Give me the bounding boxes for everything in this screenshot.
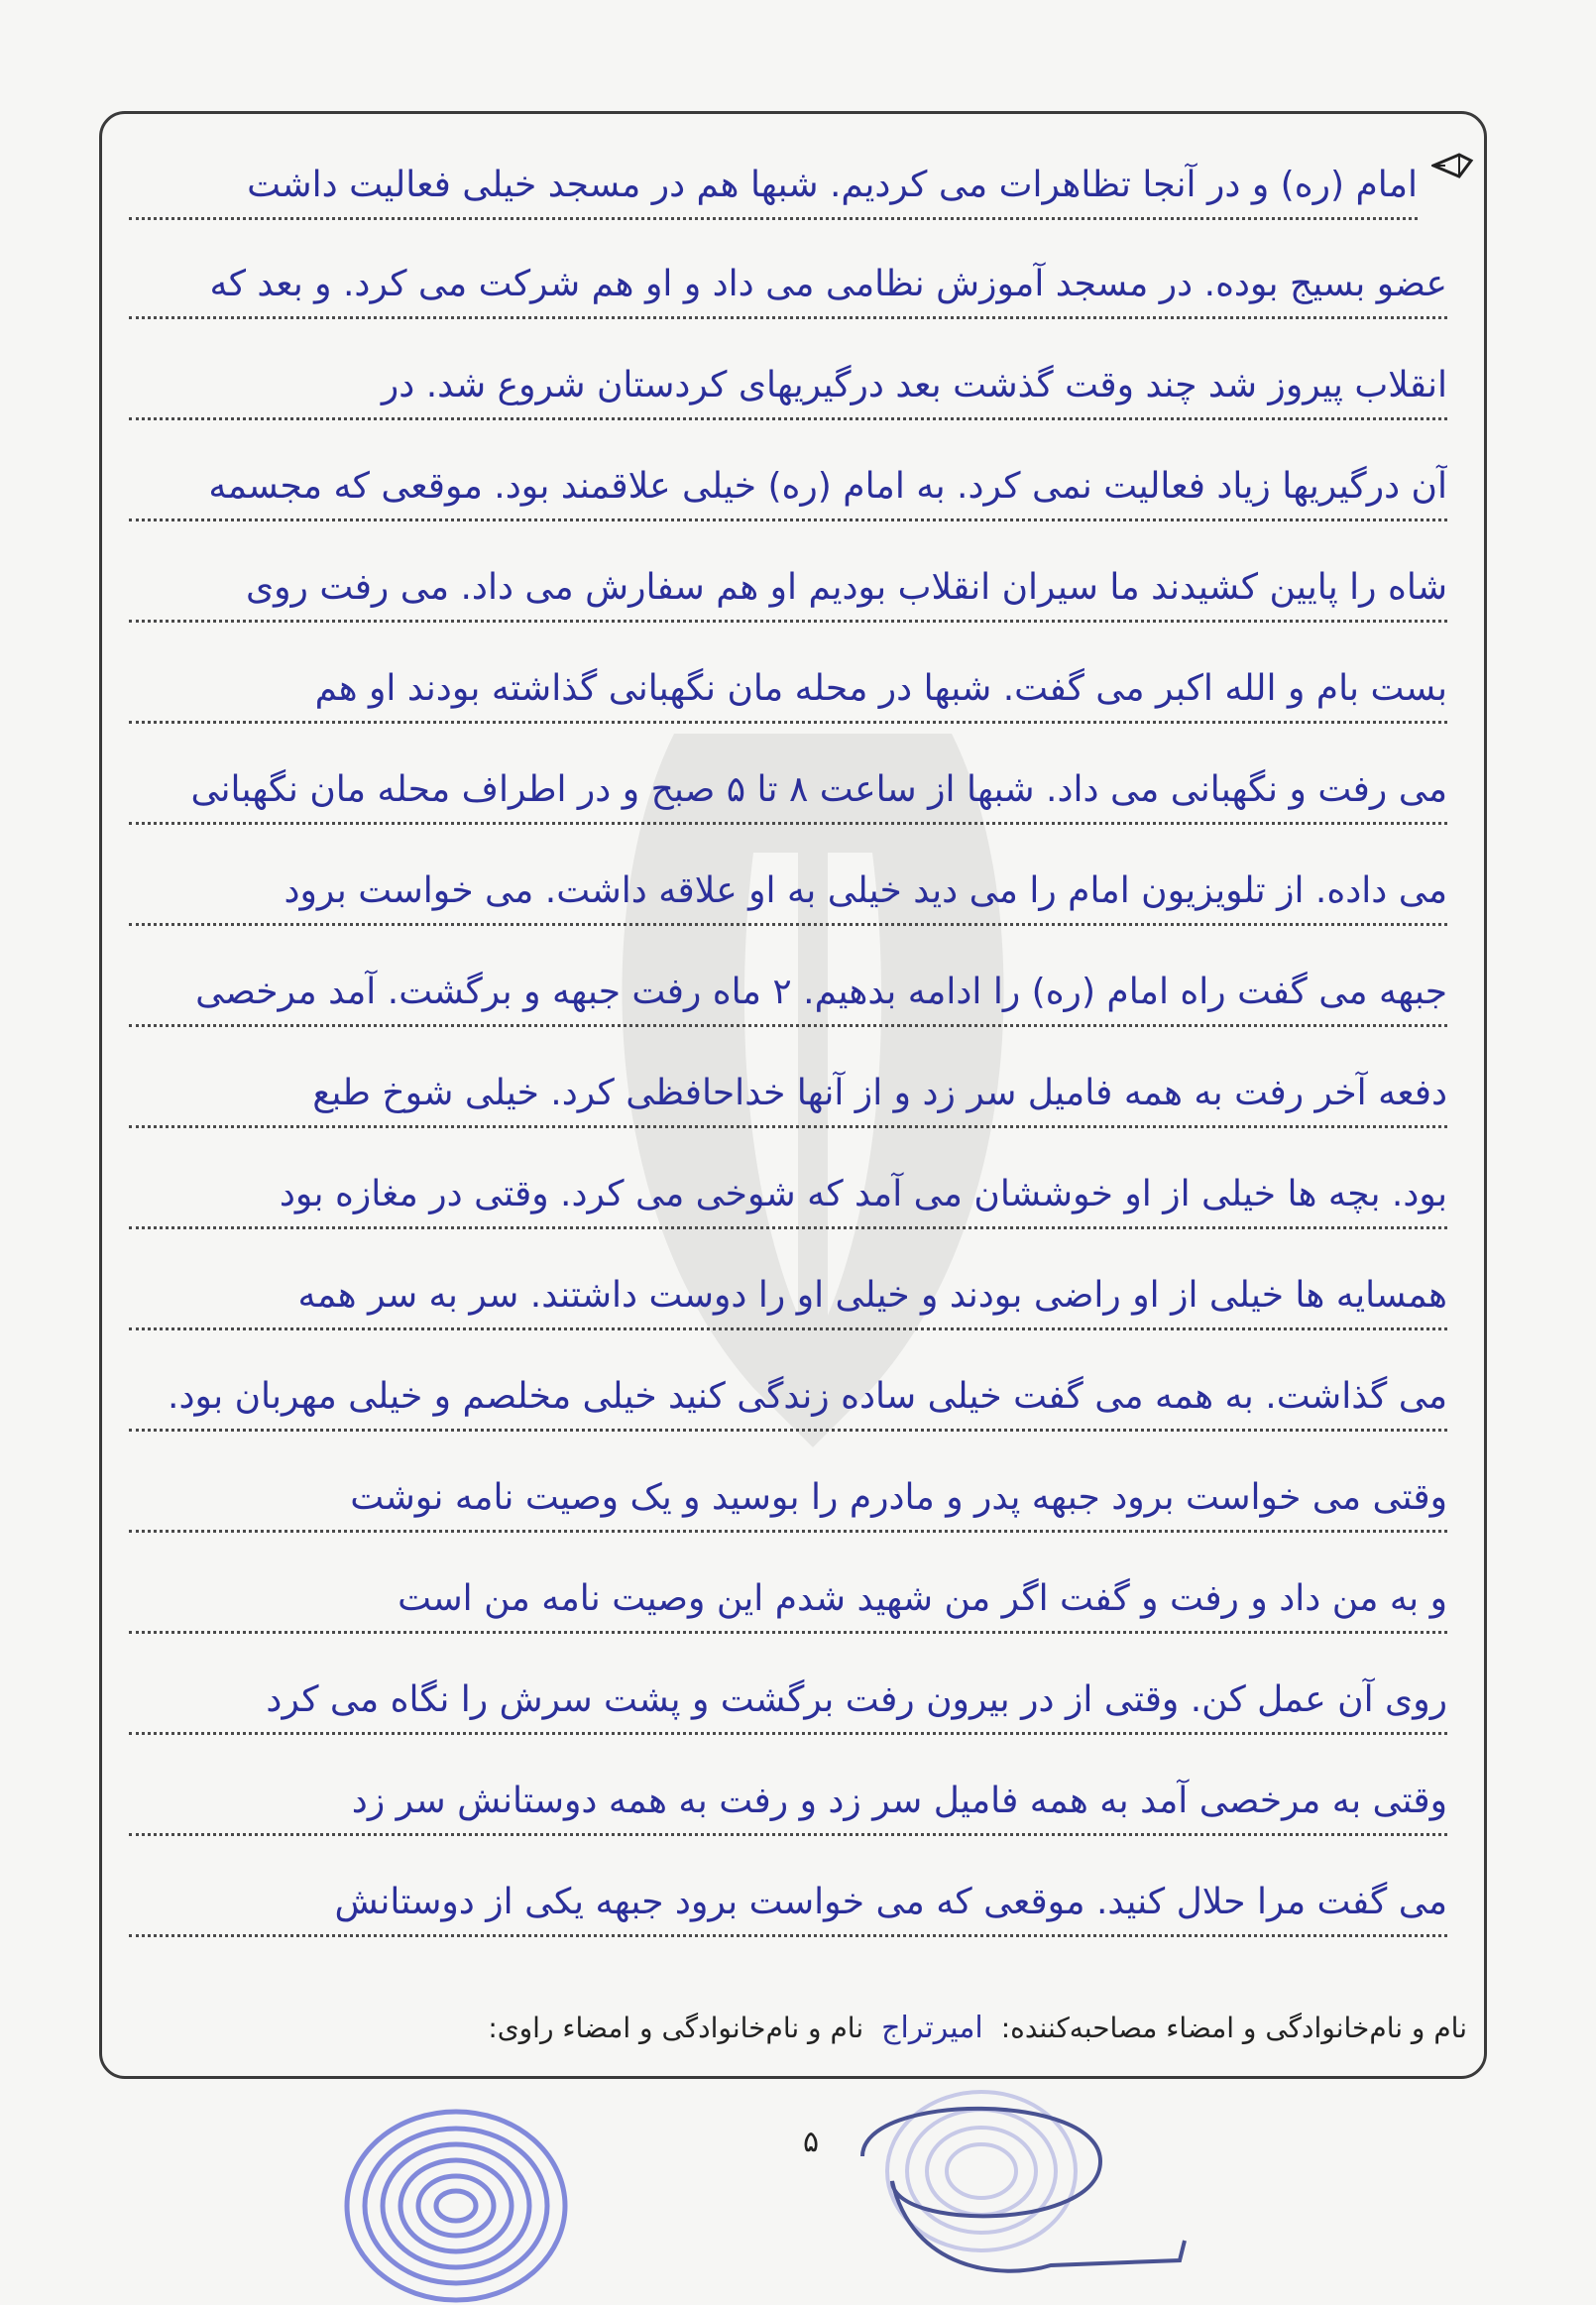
line-text: وقتی می خواست برود جبهه پدر و مادرم را بوسید و یک وصیت نامه نوشت: [350, 1477, 1447, 1518]
text-line: [129, 329, 1447, 420]
line-text: بست بام و الله اکبر می گفت. شبها در محله مان نگهبانی گذاشته بودند او هم: [314, 668, 1447, 709]
text-line: [129, 430, 1447, 521]
narrator-label: نام و نام‌خانوادگی و امضاء راوی:: [488, 2011, 864, 2044]
text-line: [129, 1745, 1447, 1836]
text-line: [129, 835, 1447, 926]
text-line: [129, 1340, 1447, 1432]
line-text: می گذاشت. به همه می گفت خیلی ساده زندگی کنید خیلی مخلصم و خیلی مهربان بود.: [168, 1376, 1447, 1417]
line-text: وقتی به مرخصی آمد به همه فامیل سر زد و رفت به همه دوستانش سر زد: [351, 1781, 1447, 1821]
fingerprint-right: [853, 2082, 1249, 2305]
text-line: [129, 1138, 1447, 1229]
text-line: [129, 1037, 1447, 1128]
line-text: روی آن عمل کن. وقتی از در بیرون رفت برگشت و پشت سرش را نگاه می کرد: [266, 1679, 1447, 1720]
line-text: آن درگیریها زیاد فعالیت نمی کرد. به امام (ره) خیلی علاقمند بود. موقعی که مجسمه: [208, 466, 1447, 507]
line-text: و به من داد و رفت و گفت اگر من شهید شدم این وصیت نامه من است: [398, 1578, 1447, 1619]
handwritten-text-block: [99, 111, 1487, 2079]
text-line: [129, 531, 1447, 623]
text-line: [129, 1441, 1447, 1533]
interviewer-name: امیرتراج: [881, 2010, 983, 2045]
fingerprint-left: [327, 2092, 585, 2305]
line-text: انقلاب پیروز شد چند وقت گذشت بعد درگیریهای کردستان شروع شد. در: [381, 365, 1447, 405]
line-text: بود. بچه ها خیلی از او خوششان می آمد که شوخی می کرد. وقتی در مغازه بود: [279, 1174, 1447, 1214]
line-text: می رفت و نگهبانی می داد. شبها از ساعت ۸ تا ۵ صبح و در اطراف محله مان نگهبانی: [190, 769, 1447, 810]
line-text: می داده. از تلویزیون امام را می دید خیلی به او علاقه داشت. می خواست برود: [284, 870, 1447, 911]
text-line: [129, 228, 1447, 319]
interviewer-label: نام و نام‌خانوادگی و امضاء مصاحبه‌کننده:: [1000, 2011, 1467, 2044]
page-number: ۵: [803, 2125, 820, 2159]
text-line: [129, 1644, 1447, 1735]
text-line: [129, 936, 1447, 1027]
text-line: [129, 633, 1447, 724]
text-line: [129, 129, 1418, 220]
line-text: عضو بسیج بوده. در مسجد آموزش نظامی می داد و او هم شرکت می کرد. و بعد که: [209, 264, 1447, 304]
line-text: شاه را پایین کشیدند ما سیران انقلاب بودیم او هم سفارش می داد. می رفت روی: [245, 567, 1447, 608]
text-line: [129, 1846, 1447, 1937]
line-text: دفعه آخر رفت به همه فامیل سر زد و از آنها خداحافظی کرد. خیلی شوخ طبع: [312, 1073, 1447, 1113]
line-text: می گفت مرا حلال کنید. موقعی که می خواست برود جبهه یکی از دوستانش: [334, 1882, 1447, 1922]
text-line: [129, 1543, 1447, 1634]
text-line: [129, 1239, 1447, 1330]
line-text: امام (ره) و در آنجا تظاهرات می کردیم. شبها هم در مسجد خیلی فعالیت داشت: [247, 165, 1418, 205]
line-text: همسایه ها خیلی از او راضی بودند و خیلی او را دوست داشتند. سر به سر همه: [297, 1275, 1447, 1316]
signature-footer: [119, 1998, 1467, 2057]
text-line: [129, 734, 1447, 825]
pen-icon: [1431, 151, 1475, 180]
line-text: جبهه می گفت راه امام (ره) را ادامه بدهیم. ۲ ماه رفت جبهه و برگشت. آمد مرخصی: [195, 972, 1447, 1012]
